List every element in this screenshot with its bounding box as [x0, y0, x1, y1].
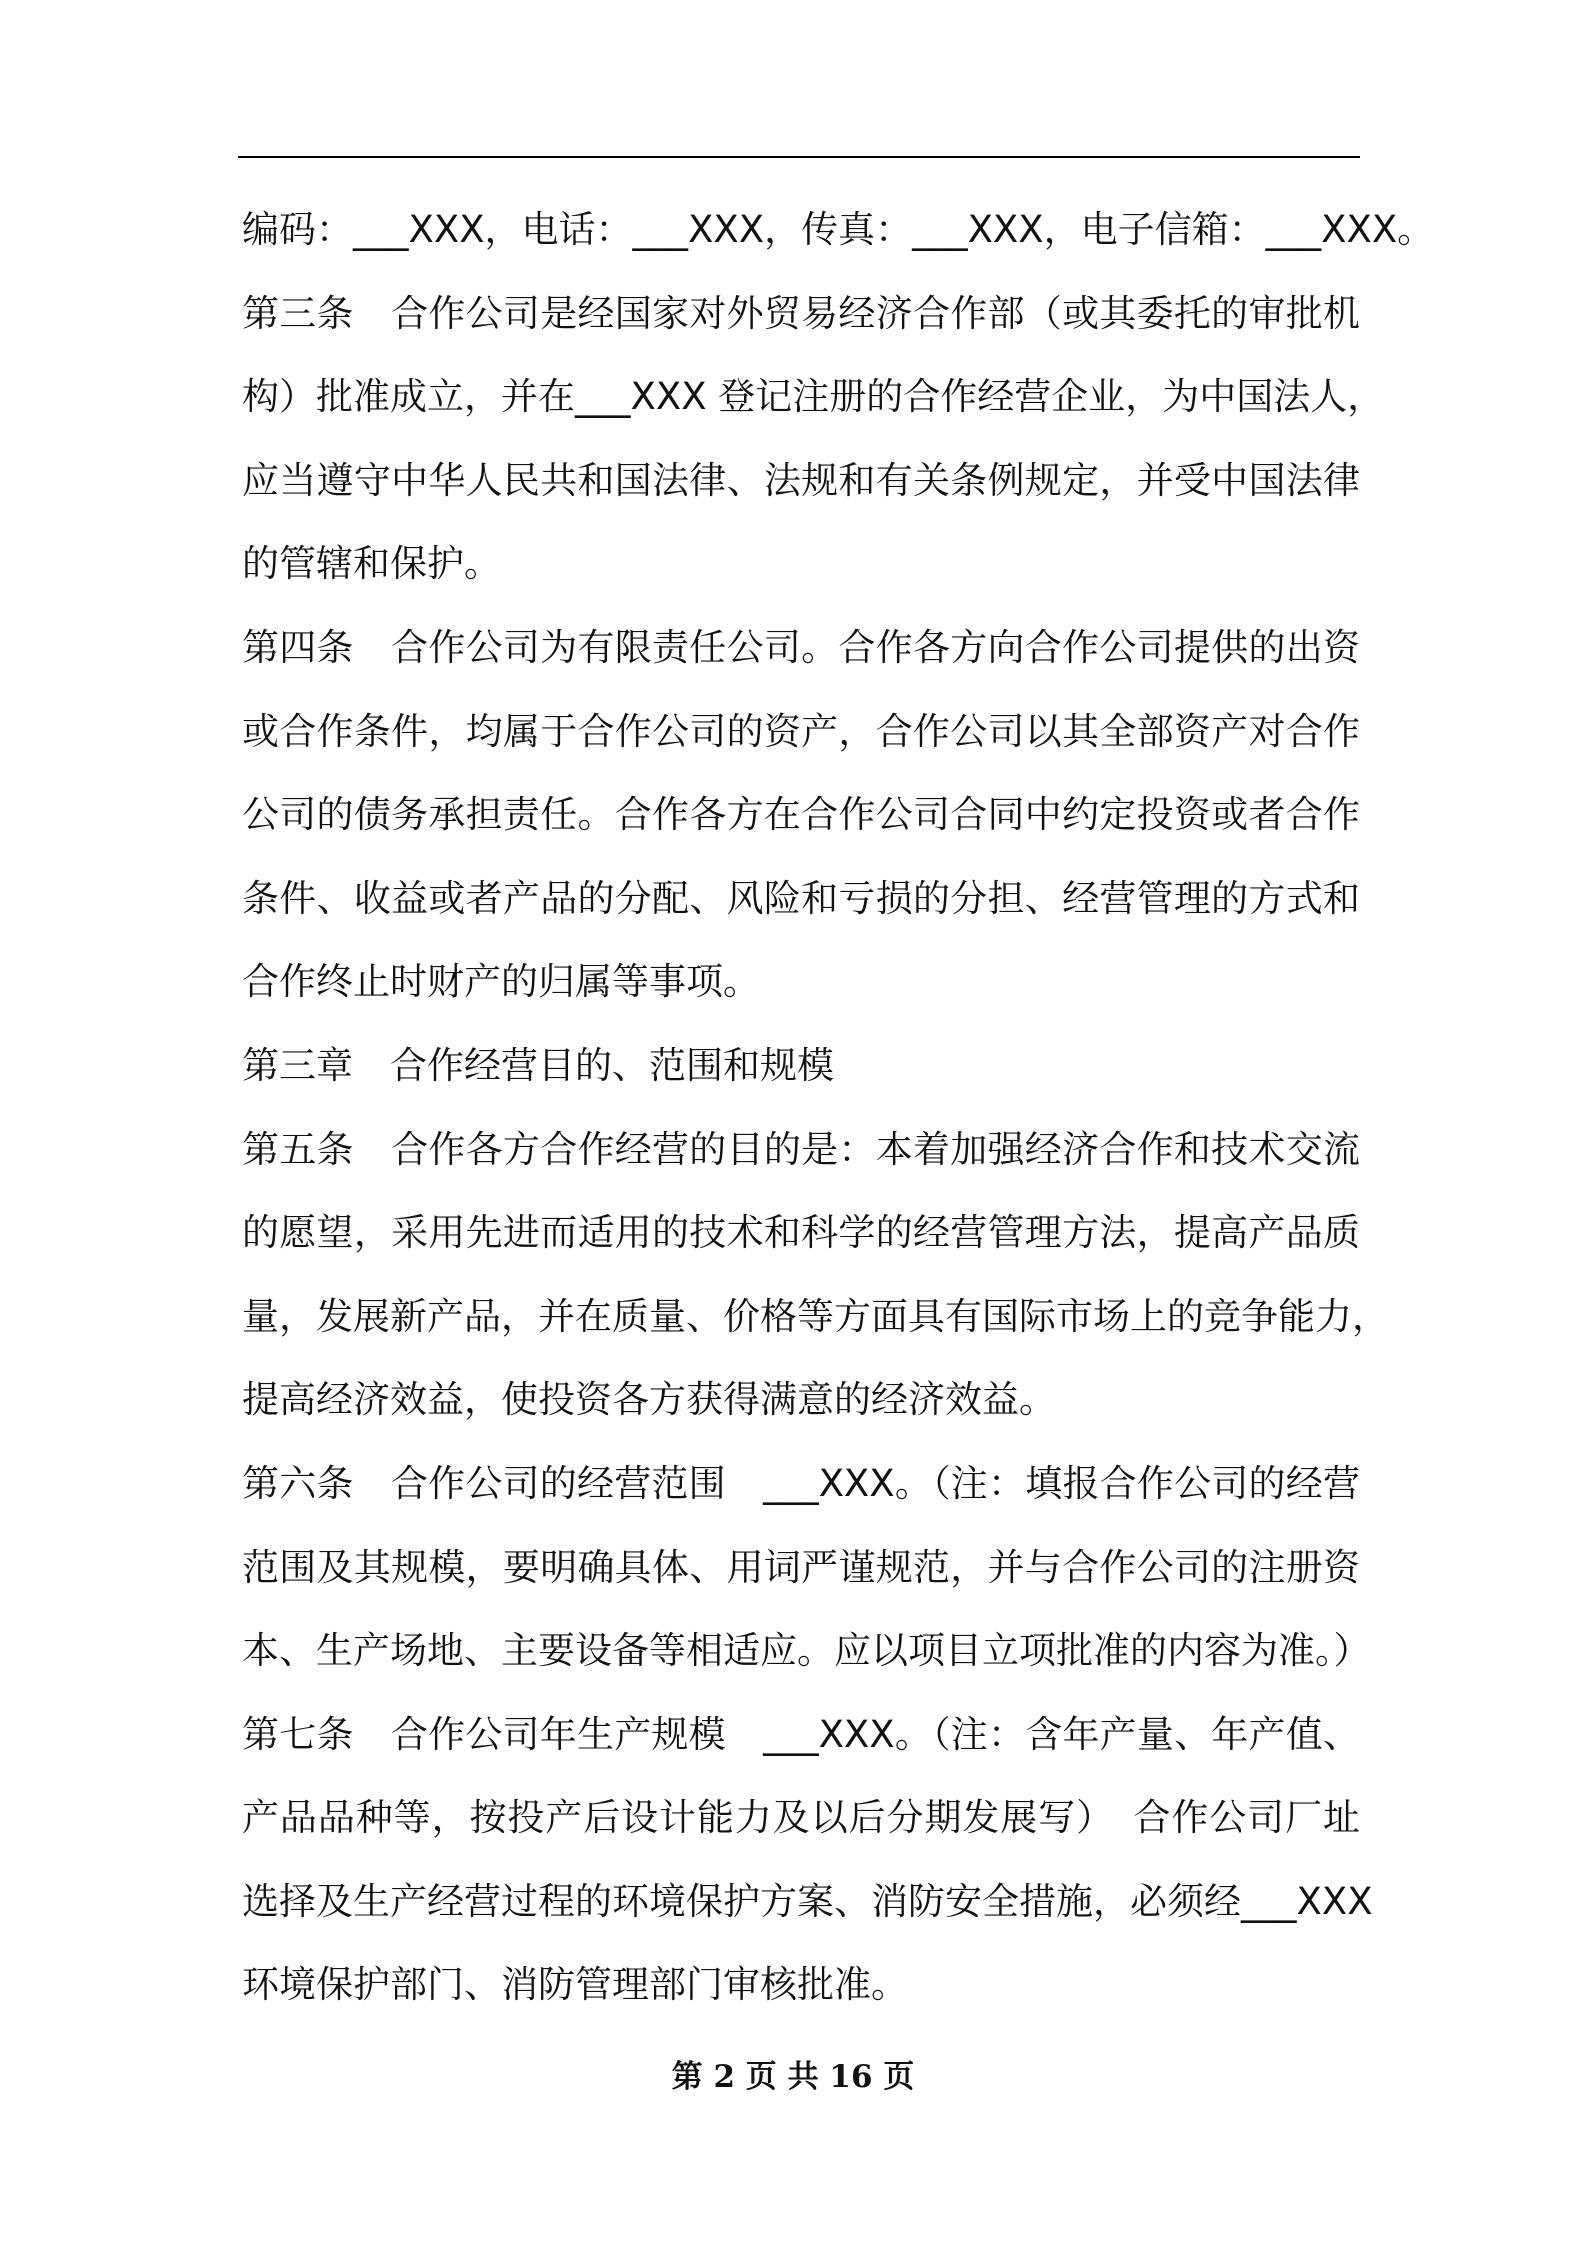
text-line: 第三条 合作公司是经国家对外贸易经济合作部（或其委托的审批机 — [242, 291, 1360, 335]
text-line: 环境保护部门、消防管理部门审核批准。 — [242, 1963, 908, 2007]
text-line: 范围及其规模，要明确具体、用词严谨规范，并与合作公司的注册资 — [242, 1545, 1360, 1589]
text-line: 应当遵守中华人民共和国法律、法规和有关条例规定，并受中国法律 — [242, 458, 1360, 502]
text-line: 的愿望，采用先进而适用的技术和科学的经营管理方法，提高产品质 — [242, 1211, 1360, 1255]
header-rule — [238, 156, 1360, 158]
text-line: 或合作条件，均属于合作公司的资产，合作公司以其全部资产对合作 — [242, 709, 1360, 753]
text-line: 合作终止时财产的归属等事项。 — [242, 960, 760, 1004]
text-line: 第七条 合作公司年生产规模 ___XXX。（注：含年产量、年产值、 — [242, 1712, 1360, 1756]
text-line: 第四条 合作公司为有限责任公司。合作各方向合作公司提供的出资 — [242, 625, 1360, 669]
text-line: 第五条 合作各方合作经营的目的是：本着加强经济合作和技术交流 — [242, 1127, 1360, 1171]
text-line: 条件、收益或者产品的分配、风险和亏损的分担、经营管理的方式和 — [242, 876, 1360, 920]
text-line: 量，发展新产品，并在质量、价格等方面具有国际市场上的竞争能力， — [242, 1294, 1389, 1338]
text-line: 编码：___XXX，电话：___XXX，传真：___XXX，电子信箱：___XXX。 — [242, 208, 1435, 251]
text-line: 第六条 合作公司的经营范围 ___XXX。（注：填报合作公司的经营 — [242, 1461, 1360, 1505]
document-body — [242, 188, 1435, 2027]
text-line: 的管辖和保护。 — [242, 542, 501, 586]
chapter-heading: 第三章 合作经营目的、范围和规模 — [242, 1043, 834, 1087]
text-line: 构）批准成立，并在___XXX 登记注册的合作经营企业，为中国法人， — [242, 375, 1385, 419]
page-number-footer: 第 2 页 共 16 页 — [671, 2059, 915, 2095]
text-line: 公司的债务承担责任。合作各方在合作公司合同中约定投资或者合作 — [242, 793, 1360, 837]
text-line: 产品品种等，按投产后设计能力及以后分期发展写） 合作公司厂址 — [242, 1796, 1360, 1840]
text-line: 提高经济效益，使投资各方获得满意的经济效益。 — [242, 1378, 1056, 1422]
text-line: 选择及生产经营过程的环境保护方案、消防安全措施，必须经___XXX — [242, 1879, 1373, 1923]
text-line: 本、生产场地、主要设备等相适应。应以项目立项批准的内容为准。） — [242, 1629, 1371, 1673]
